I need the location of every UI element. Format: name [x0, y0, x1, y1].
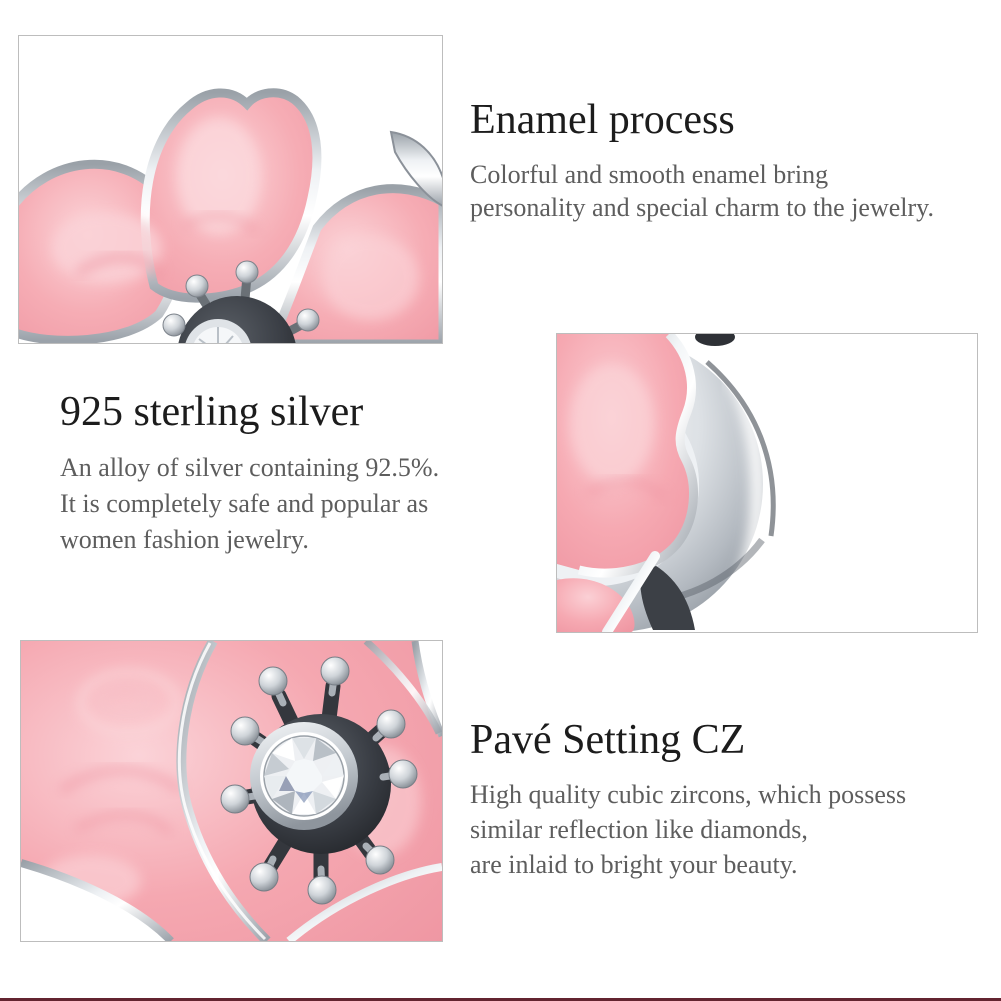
- body-line: similar reflection like diamonds,: [470, 815, 808, 844]
- section-pave-setting: [470, 717, 906, 882]
- body-line: women fashion jewelry.: [60, 525, 309, 554]
- sterling-silver-body: [60, 450, 439, 558]
- body-line: personality and special charm to the jewelry.: [470, 193, 934, 222]
- product-photo-side-view: [556, 333, 978, 633]
- body-line: It is completely safe and popular as: [60, 489, 429, 518]
- body-line: Colorful and smooth enamel bring: [470, 160, 829, 189]
- section-enamel-process: [470, 97, 934, 224]
- enamel-process-title: Enamel process: [470, 97, 735, 143]
- pave-setting-body: [470, 777, 906, 882]
- body-line: An alloy of silver containing 92.5%.: [60, 453, 440, 482]
- product-photo-cz-center: [20, 640, 443, 942]
- section-sterling-silver: [60, 389, 439, 558]
- body-line: High quality cubic zircons, which possess: [470, 780, 907, 809]
- flower-petals-illustration: [19, 36, 442, 343]
- charm-side-view-illustration: [557, 334, 977, 632]
- pave-setting-title: Pavé Setting CZ: [470, 717, 746, 763]
- cz-stone-illustration: [250, 722, 358, 830]
- enamel-process-body: [470, 158, 934, 224]
- cz-center-illustration: [21, 641, 442, 941]
- product-photo-enamel-closeup: [18, 35, 443, 344]
- body-line: are inlaid to bright your beauty.: [470, 850, 798, 879]
- sterling-silver-title: 925 sterling silver: [60, 389, 364, 435]
